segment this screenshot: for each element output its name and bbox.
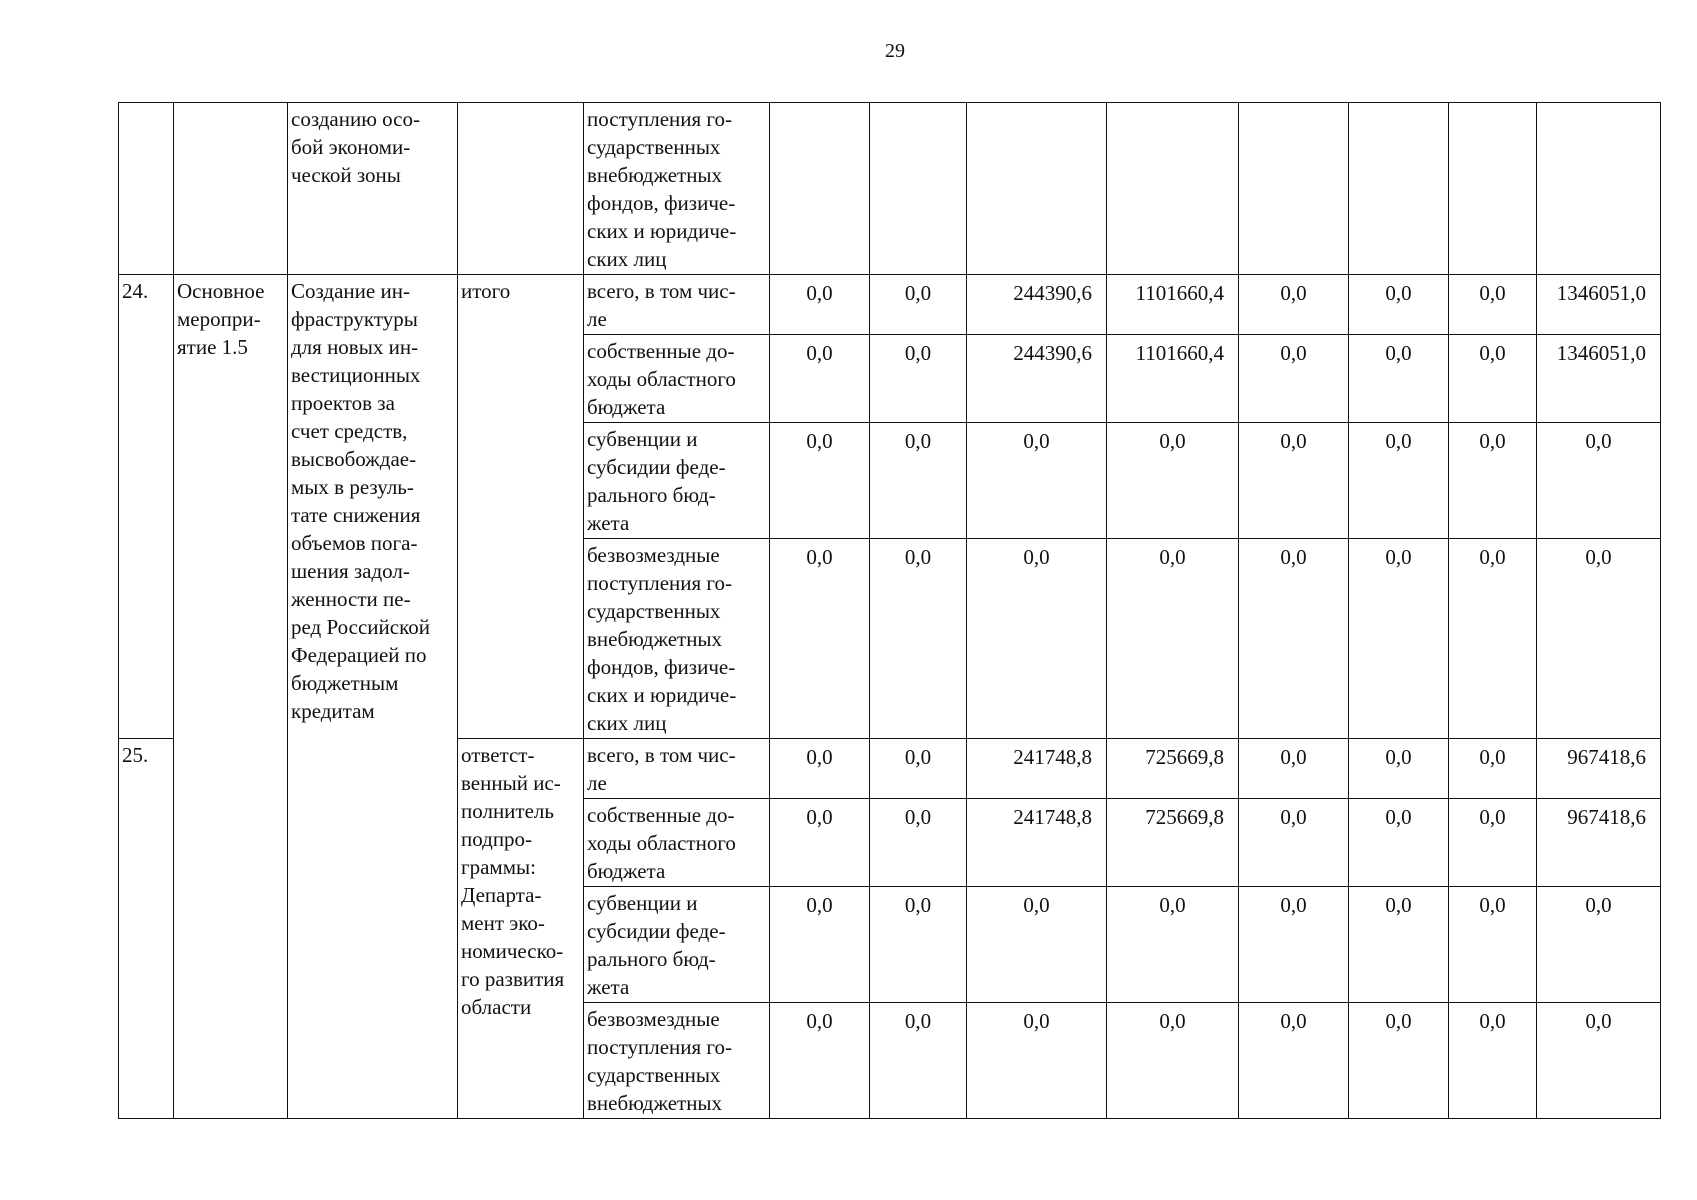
value-cell: 0,0 xyxy=(870,887,967,1003)
value-cell: 0,0 xyxy=(770,887,870,1003)
value-cell: 0,0 xyxy=(870,739,967,799)
value-cell: 0,0 xyxy=(1537,423,1661,539)
value-cell: 1101660,4 xyxy=(1107,335,1239,423)
value-cell xyxy=(1349,103,1449,275)
value-cell: 967418,6 xyxy=(1537,799,1661,887)
value-cell: 0,0 xyxy=(1449,1003,1537,1119)
source-cell: всего, в том чис- ле xyxy=(584,739,770,799)
value-cell: 0,0 xyxy=(770,539,870,739)
activity-cell xyxy=(174,103,288,275)
value-cell: 0,0 xyxy=(967,887,1107,1003)
value-cell: 0,0 xyxy=(770,799,870,887)
value-cell xyxy=(967,103,1107,275)
source-cell: всего, в том чис- ле xyxy=(584,275,770,335)
value-cell: 0,0 xyxy=(1449,335,1537,423)
value-cell: 0,0 xyxy=(1239,423,1349,539)
value-cell: 0,0 xyxy=(770,1003,870,1119)
description-cell: созданию осо- бой экономи- ческой зоны xyxy=(288,103,458,275)
source-cell: собственные до- ходы областного бюджета xyxy=(584,335,770,423)
value-cell: 0,0 xyxy=(1349,1003,1449,1119)
activity-name: Основное меропри- ятие 1.5 xyxy=(174,275,288,1119)
value-cell: 725669,8 xyxy=(1107,739,1239,799)
value-cell: 0,0 xyxy=(967,539,1107,739)
value-cell: 1346051,0 xyxy=(1537,275,1661,335)
value-cell: 0,0 xyxy=(1239,887,1349,1003)
activity-description: Создание ин- фраструктуры для новых ин- вестиционных проектов за счет средств, высвобождае- мых в резуль- тате снижения объемов пога- шения задол- женности пе- ред Российской Федерацией по бюджетным кредитам xyxy=(288,275,458,1119)
budget-table xyxy=(118,102,1661,1119)
source-cell: субвенции и субсидии феде- рального бюд- жета xyxy=(584,887,770,1003)
value-cell: 0,0 xyxy=(1537,1003,1661,1119)
source-cell: безвозмездные поступления го- сударственных внебюджетных фондов, физиче- ских и юридиче- ских лиц xyxy=(584,539,770,739)
value-cell: 0,0 xyxy=(1449,539,1537,739)
value-cell: 0,0 xyxy=(1107,887,1239,1003)
number-cell xyxy=(119,103,174,275)
value-cell: 0,0 xyxy=(1107,539,1239,739)
value-cell: 0,0 xyxy=(770,423,870,539)
value-cell: 0,0 xyxy=(770,739,870,799)
value-cell: 0,0 xyxy=(1239,799,1349,887)
value-cell: 0,0 xyxy=(870,275,967,335)
value-cell: 0,0 xyxy=(1239,1003,1349,1119)
value-cell: 0,0 xyxy=(1537,539,1661,739)
value-cell: 1101660,4 xyxy=(1107,275,1239,335)
value-cell: 0,0 xyxy=(1239,739,1349,799)
value-cell: 0,0 xyxy=(1537,887,1661,1003)
page-number: 29 xyxy=(885,40,905,62)
value-cell xyxy=(770,103,870,275)
value-cell: 0,0 xyxy=(870,799,967,887)
table-row xyxy=(119,103,1661,275)
value-cell xyxy=(870,103,967,275)
row-number: 25. xyxy=(119,739,174,1119)
value-cell: 0,0 xyxy=(1349,887,1449,1003)
executor-cell: ответст- венный ис- полнитель подпро- граммы: Департа- мент эко- номическо- го развития области xyxy=(458,739,584,1119)
value-cell: 0,0 xyxy=(1449,799,1537,887)
value-cell: 0,0 xyxy=(1349,335,1449,423)
value-cell: 725669,8 xyxy=(1107,799,1239,887)
executor-cell: итого xyxy=(458,275,584,739)
value-cell: 0,0 xyxy=(870,335,967,423)
value-cell: 244390,6 xyxy=(967,335,1107,423)
value-cell: 0,0 xyxy=(967,423,1107,539)
value-cell: 0,0 xyxy=(870,539,967,739)
value-cell: 0,0 xyxy=(1449,275,1537,335)
value-cell: 0,0 xyxy=(1349,739,1449,799)
value-cell xyxy=(1239,103,1349,275)
value-cell: 0,0 xyxy=(1107,1003,1239,1119)
value-cell: 0,0 xyxy=(870,1003,967,1119)
value-cell: 0,0 xyxy=(1107,423,1239,539)
value-cell: 0,0 xyxy=(870,423,967,539)
value-cell: 1346051,0 xyxy=(1537,335,1661,423)
executor-cell xyxy=(458,103,584,275)
value-cell: 0,0 xyxy=(770,275,870,335)
value-cell: 241748,8 xyxy=(967,799,1107,887)
value-cell: 241748,8 xyxy=(967,739,1107,799)
value-cell: 0,0 xyxy=(1449,423,1537,539)
source-cell: собственные до- ходы областного бюджета xyxy=(584,799,770,887)
source-cell: субвенции и субсидии феде- рального бюд- жета xyxy=(584,423,770,539)
value-cell xyxy=(1107,103,1239,275)
value-cell: 967418,6 xyxy=(1537,739,1661,799)
value-cell: 0,0 xyxy=(1239,275,1349,335)
value-cell: 0,0 xyxy=(1239,335,1349,423)
value-cell: 0,0 xyxy=(1239,539,1349,739)
value-cell: 0,0 xyxy=(1349,799,1449,887)
source-cell: безвозмездные поступления го- сударственных внебюджетных xyxy=(584,1003,770,1119)
value-cell: 0,0 xyxy=(967,1003,1107,1119)
table-row xyxy=(119,275,1661,335)
value-cell xyxy=(1449,103,1537,275)
value-cell: 0,0 xyxy=(1349,539,1449,739)
source-cell: поступления го- сударственных внебюджетных фондов, физиче- ских и юридиче- ских лиц xyxy=(584,103,770,275)
value-cell: 0,0 xyxy=(1349,275,1449,335)
value-cell xyxy=(1537,103,1661,275)
value-cell: 0,0 xyxy=(770,335,870,423)
value-cell: 0,0 xyxy=(1349,423,1449,539)
value-cell: 0,0 xyxy=(1449,739,1537,799)
value-cell: 244390,6 xyxy=(967,275,1107,335)
value-cell: 0,0 xyxy=(1449,887,1537,1003)
row-number: 24. xyxy=(119,275,174,739)
